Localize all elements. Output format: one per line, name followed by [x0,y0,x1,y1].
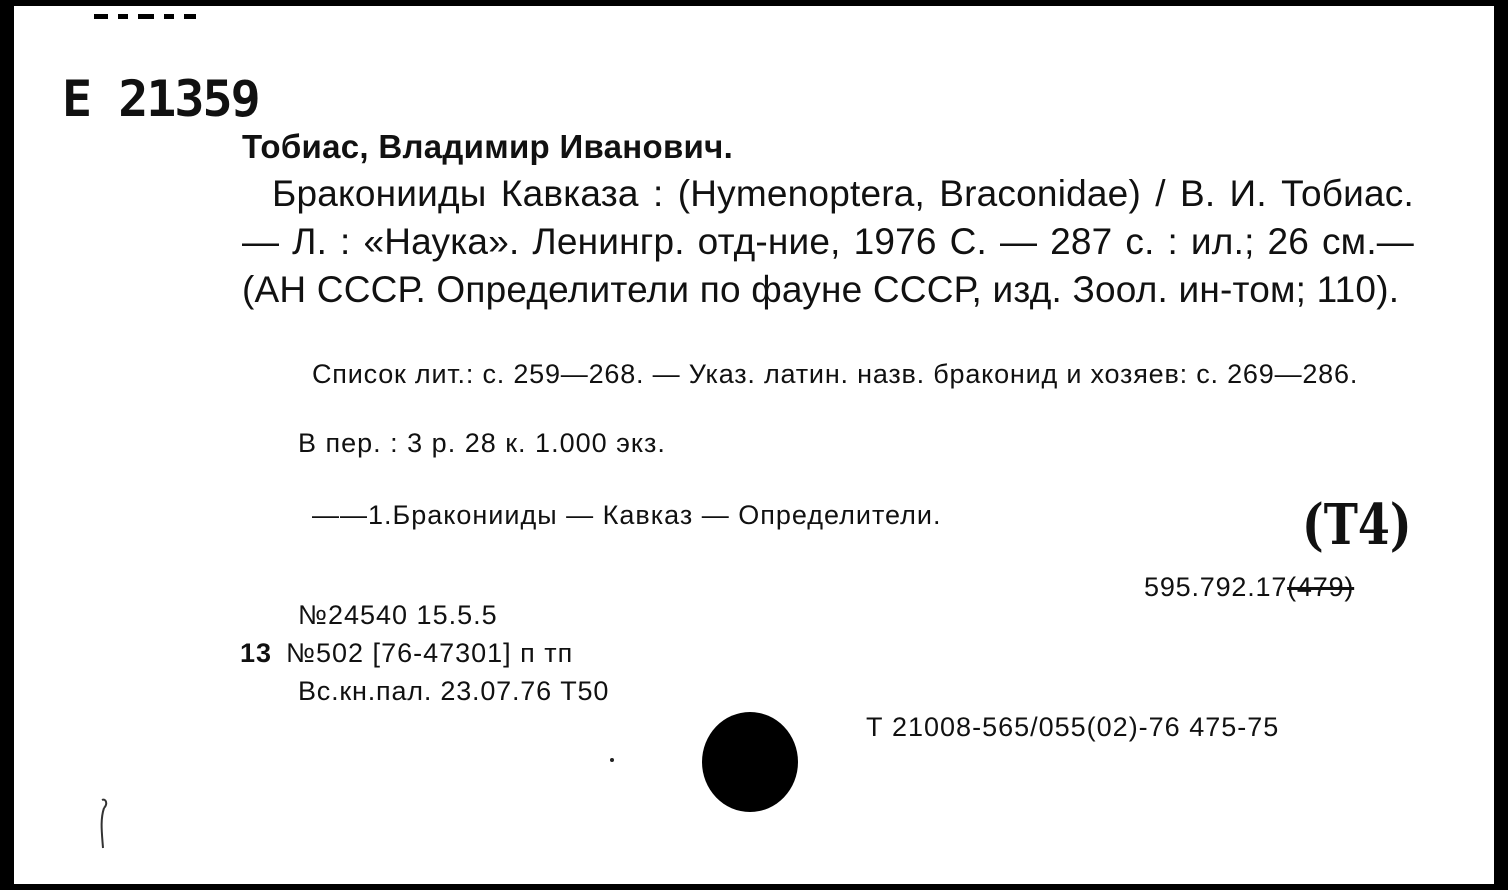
inventory-line-2 [240,638,573,669]
udc-struck-code: (479) [1287,572,1355,602]
bibliographic-description: Браконииды Кавказа : (Hymenoptera, Braconidae) / В. И. Тобиас. — Л. : «Наука». Ленингр. отд-ние, 1976 С. — 287 с. : ил.; 26 см.— (АН СССР. Определители по фауне СССР, изд. Зоол. ин-том; 110). [242,173,1414,310]
udc-classification [1144,572,1354,603]
price-and-print-run: В пер. : 3 р. 28 к. 1.000 экз. [298,428,666,458]
inventory-line-2-text: №502 [76-47301] п тп [286,638,574,668]
inventory-line-1: №24540 15.5.5 [298,600,498,630]
handwritten-mark: (Т4) [1302,492,1412,558]
bibliography-notes: Список лит.: с. 259—268. — Указ. латин. назв. браконид и хозяев: с. 269—286. [312,359,1359,389]
udc-code: 595.792.17 [1144,572,1288,602]
t-code: Т 21008-565/055(02)-76 475-75 [866,712,1280,742]
catalog-card [14,6,1494,884]
edge-ink-mark [94,6,234,12]
author-name: Тобиас, Владимир Иванович. [242,128,734,165]
inventory-line-3: Вс.кн.пал. 23.07.76 Т50 [298,676,610,706]
ink-speck [610,758,614,762]
call-number: E 21359 [62,70,259,128]
subject-heading: ——1.Браконииды — Кавказ — Определители. [312,500,942,530]
punch-hole [702,712,798,812]
pencil-mark [94,794,124,854]
inventory-line-2-number: 13 [240,638,273,668]
